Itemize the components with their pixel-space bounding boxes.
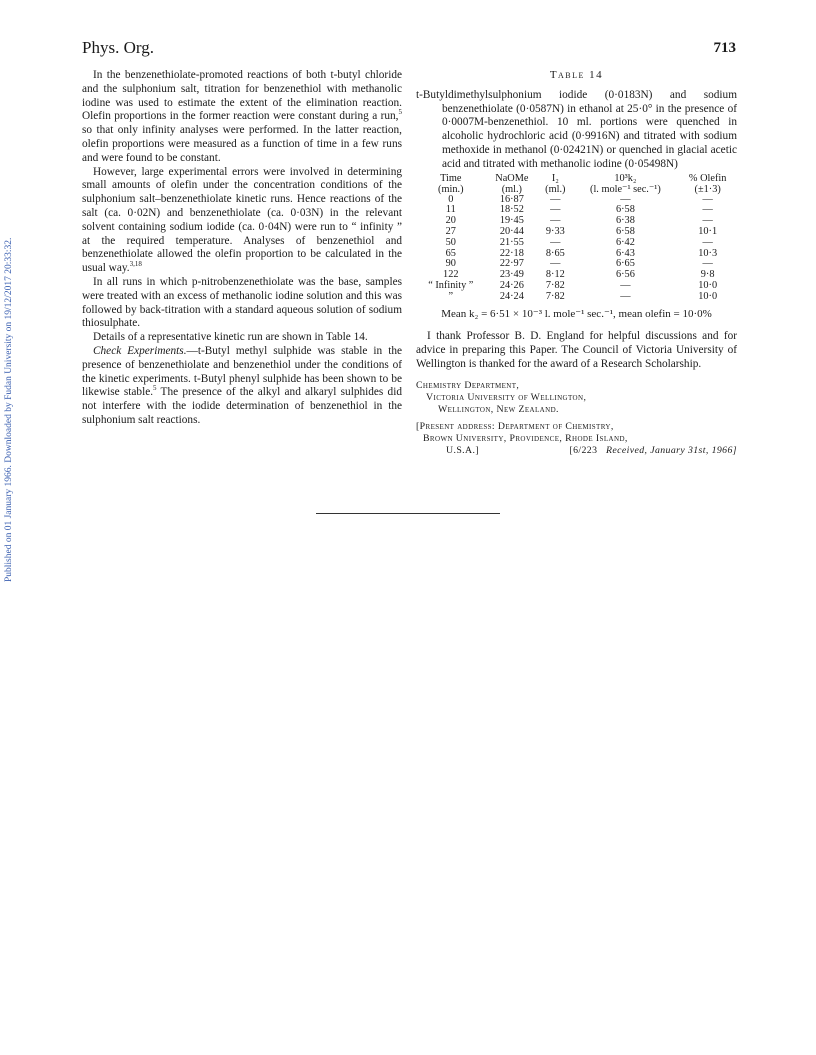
table-row [416,205,737,216]
paragraph-table-reference: Details of a representative kinetic run are shown in Table 14. [93,331,368,344]
received-date: Received, January 31st, 1966] [605,444,737,456]
received-line [416,445,737,457]
table-cell: 122 [443,269,459,281]
table-row [416,292,737,303]
affiliation-line: Wellington, New Zealand. [438,403,559,415]
table-cell: 6·58 [615,204,635,216]
table-cell: 7·82 [545,290,565,302]
table-cell: 9·8 [700,269,715,281]
left-column [82,69,402,428]
present-address-line: Brown University, Providence, Rhode Island, [423,432,628,444]
table-caption: t-Butyldimethylsulphonium iodide (0·0183N) and sodium benzenethiolate (0·0587N) in ethanol at 25·0° in the presence of 0·0007M-benzenethiol. 10 ml. portions were quenched in alcoholic hydrochloric acid (0·9916N) and titrated with sodium methoxide in methanol (0·02421N) or quenched in glacial acetic acid and titrated with methanolic iodine (0·05498N) [416,88,737,170]
column-header-time: Time (min.) [438,172,464,195]
present-address-line: [Present address: Department of Chemistry, [416,420,614,432]
table-cell: ” [448,290,454,302]
table-cell: 11 [445,204,456,216]
table-cell: — [702,193,713,205]
table-cell: 0 [448,193,454,205]
table-cell: — [620,193,631,205]
table-cell: 8·65 [545,247,565,259]
table-cell: 6·56 [615,269,635,281]
table-cell: 50 [445,236,456,248]
table-cell: — [550,204,561,216]
reference-marker: 3,18 [129,260,142,269]
table-cell: 21·55 [499,236,524,248]
affiliation-line: Victoria University of Wellington, [426,391,587,403]
column-header-iodine: I₂ (ml.) [545,172,566,195]
page-number: 713 [713,40,736,56]
table-cell: — [620,279,631,291]
table-cell: 6·38 [615,215,635,227]
table-cell: 22·18 [499,247,524,259]
table-cell: 9·33 [545,225,565,237]
table-cell: — [550,193,561,205]
table-cell: 8·12 [545,269,565,281]
download-watermark: Published on 01 January 1966. Downloaded by Fudan University on 19/12/2017 20:33:32. [4,237,14,583]
table-cell: 27 [445,225,456,237]
table-cell: 6·43 [615,247,635,259]
table-cell: — [702,236,713,248]
table-cell: — [620,290,631,302]
table-row [416,195,737,206]
table-cell: 16·87 [499,193,524,205]
table-cell: 65 [445,247,456,259]
table-cell: 6·42 [615,236,635,248]
paragraph-elimination: In the benzenethiolate-promoted reactions of both t-butyl chloride and the sulphonium salt, titration for benzenethiol with methanolic iodine was used to estimate the extent of the elimination reaction. Olefin proportions in the former reaction were constant during a run,$^5$ so that only infinity analyses were performed. In the latter reaction, olefin proportions were measured as a function of time in a few runs and were found to be constant. [82,69,402,164]
table-cell: 18·52 [499,204,524,216]
table-header-row [416,173,737,195]
column-header-naome: NaOMe (ml.) [495,172,529,195]
reference-marker: 5 [153,384,157,393]
table-row [416,259,737,270]
table-cell: — [550,215,561,227]
paragraph-check-experiments: Check Experiments.—t-Butyl methyl sulphide was stable in the presence of benzenethiolate and benzenethiol under the conditions of the kinetic experiments. t-Butyl phenyl sulphide has been shown to be likewise stable.$^5$ The presence of the alkyl and alkaryl sulphides did not interfere with the iodide determination of benzenethiol in the sulphonium salt reactions. [82,344,403,426]
kinetic-run-table [416,173,737,303]
table-cell: 20 [445,215,456,227]
paragraph-errors: However, large experimental errors were involved in determining small amounts of olefin under the concentration conditions of the sulphonium salt–benzenethiolate kinetic runs. Hence reactions of the salt (ca. 0·02N) and benzenethiolate (ca. 0·03N) in the relevant solvent containing sodium iodide (ca. 0·04N) were run to “ infinity ” at the required temperature. Analyses of benzenethiol and benzenethiolate allowed the olefin proportion to be calculated in the usual way.$^{3,18}$ [82,165,402,275]
table-row [416,216,737,227]
manuscript-ref: [6/223 [569,444,598,456]
table-cell: 10·3 [698,247,718,259]
manuscript-info [569,445,737,457]
table-row [416,249,737,260]
table-cell: — [702,215,713,227]
present-address [416,421,737,457]
right-column [416,69,737,457]
table-cell: — [550,236,561,248]
table-cell: 6·58 [615,225,635,237]
section-heading: Check Experiments. [93,344,187,357]
table-cell: — [702,204,713,216]
table-cell: 7·82 [545,279,565,291]
table-cell: 24·26 [499,279,524,291]
table-cell: 10·1 [698,225,718,237]
table-cell: 20·44 [499,225,524,237]
table-row [416,281,737,292]
table-body [416,195,737,303]
table-title: Table 14 [549,69,604,81]
table-row [416,238,737,249]
reference-marker: 5 [398,108,402,117]
paragraph-nitrobenzenethiolate: In all runs in which p-nitrobenzenethiolate was the base, samples were treated with an excess of methanolic iodine solution and this was followed by back-titration with a standard aqueous solution of sodium thiosulphate. [82,275,402,330]
affiliation-line: Chemistry Department, [416,379,520,391]
table-cell: — [702,258,713,270]
table-cell: 10·0 [698,290,718,302]
column-header-rate-constant: 10³k₂ (l. mole⁻¹ sec.⁻¹) [590,172,661,195]
table-cell: “ Infinity ” [428,279,474,291]
column-header-olefin: % Olefin (±1·3) [688,172,727,195]
table-cell: 19·45 [499,215,524,227]
table-cell: 23·49 [499,269,524,281]
author-affiliation [416,380,737,416]
table-cell: 90 [445,258,456,270]
acknowledgement: I thank Professor B. D. England for helpful discussions and for advice in preparing this Paper. The Council of Victoria University of Wellington is thanked for the award of a Research Scholarship. [416,330,737,370]
table-mean-line: Mean k₂ = 6·51 × 10⁻³ l. mole⁻¹ sec.⁻¹, mean olefin = 10·0% [441,307,712,320]
table-cell: 24·24 [499,290,524,302]
table-cell: 6·65 [615,258,635,270]
journal-running-head: Phys. Org. [82,38,154,57]
table-cell: 10·0 [698,279,718,291]
present-address-country: U.S.A.] [446,444,480,456]
table-cell: — [550,258,561,270]
end-of-article-rule [316,513,500,514]
table-row [416,227,737,238]
table-cell: 22·97 [499,258,524,270]
